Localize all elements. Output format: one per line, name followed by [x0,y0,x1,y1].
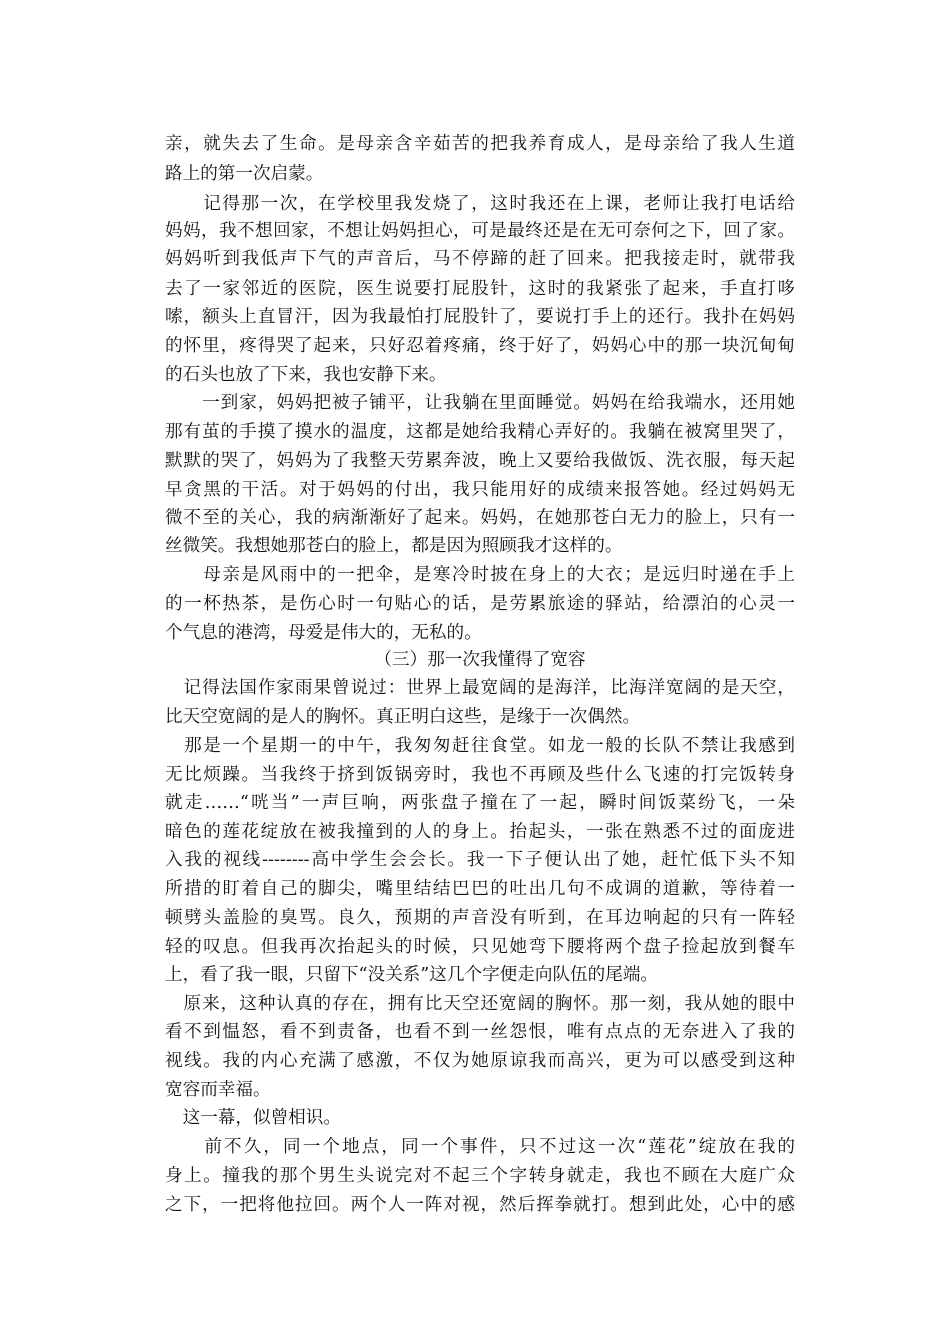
text-line: 入我的视线--------高中学生会会长。我一下子便认出了她，赶忙低下头不知 [165,850,795,870]
text-line: 亲，就失去了生命。是母亲含辛茹苦的把我养育成人，是母亲给了我人生道 [165,134,795,154]
text-line: 那有茧的手摸了摸水的温度，这都是她给我精心弄好的。我躺在被窝里哭了， [165,422,795,442]
text-line: 记得法国作家雨果曾说过：世界上最宽阔的是海洋，比海洋宽阔的是天空， [165,678,795,698]
text-line: 嗦，额头上直冒汗，因为我最怕打屁股针了，要说打手上的还行。我扑在妈妈 [165,307,795,327]
text-line: 比天空宽阔的是人的胸怀。真正明白这些，是缘于一次偶然。 [165,707,641,727]
text-line: 之下，一把将他拉回。两个人一阵对视，然后挥拳就打。想到此处，心中的感 [165,1195,795,1215]
text-line: 的一杯热茶，是伤心时一句贴心的话，是劳累旅途的驿站，给漂泊的心灵一 [165,594,795,614]
text-line: 视线。我的内心充满了感激，不仅为她原谅我而高兴，更为可以感受到这种 [165,1051,795,1071]
text-line: 无比烦躁。当我终于挤到饭锅旁时，我也不再顾及些什么飞速的打完饭转身 [165,765,795,785]
text-line: 顿劈头盖脸的臭骂。良久，预期的声音没有听到，在耳边响起的只有一阵轻 [165,908,795,928]
text-line: 妈妈听到我低声下气的声音后，马不停蹄的赶了回来。把我接走时，就带我 [165,249,795,269]
text-line: 默默的哭了，妈妈为了我整天劳累奔波，晚上又要给我做饭、洗衣服，每天起 [165,451,795,471]
text-line: 去了一家邻近的医院，医生说要打屁股针，这时的我紧张了起来，手直打哆 [165,279,795,299]
text-line: 妈妈，我不想回家，不想让妈妈担心，可是最终还是在无可奈何之下，回了家。 [165,221,795,241]
text-line: 个气息的港湾，母爱是伟大的，无私的。 [165,623,482,643]
text-line: 这一幕，似曾相识。 [165,1108,341,1128]
text-line: 轻的叹息。但我再次抬起头的时候，只见她弯下腰将两个盘子捡起放到餐车 [165,937,795,957]
text-line: 微不至的关心，我的病渐渐好了起来。妈妈，在她那苍白无力的脸上，只有一 [165,508,795,528]
text-line: 早贪黑的干活。对于妈妈的付出，我只能用好的成绩来报答她。经过妈妈无 [165,480,795,500]
text-line: 看不到愠怒，看不到责备，也看不到一丝怨恨，唯有点点的无奈进入了我的 [165,1022,795,1042]
text-line: 母亲是风雨中的一把伞，是寒冷时披在身上的大衣；是远归时递在手上 [165,565,795,585]
text-line: 一到家，妈妈把被子铺平，让我躺在里面睡觉。妈妈在给我端水，还用她 [165,393,795,413]
text-line: 所措的盯着自己的脚尖，嘴里结结巴巴的吐出几句不成调的道歉，等待着一 [165,879,795,899]
section-heading: （三）那一次我懂得了宽容 [374,650,586,670]
text-line: 前不久，同一个地点，同一个事件，只不过这一次“莲花”绽放在我的 [165,1137,795,1157]
text-line: 的怀里，疼得哭了起来，只好忍着疼痛，终于好了，妈妈心中的那一块沉甸甸 [165,336,795,356]
text-line: 上，看了我一眼，只留下“没关系”这几个字便走向队伍的尾端。 [165,965,659,985]
text-line: 暗色的莲花绽放在被我撞到的人的身上。抬起头，一张在熟悉不过的面庞进 [165,822,795,842]
text-line: 记得那一次，在学校里我发烧了，这时我还在上课，老师让我打电话给 [165,194,795,214]
text-line: 就走……“咣当”一声巨响，两张盘子撞在了一起，瞬时间饭菜纷飞，一朵 [165,793,795,813]
text-line: 的石头也放了下来，我也安静下来。 [165,365,447,385]
text-line: 原来，这种认真的存在，拥有比天空还宽阔的胸怀。那一刻，我从她的眼中 [165,994,795,1014]
text-line: 丝微笑。我想她那苍白的脸上，都是因为照顾我才这样的。 [165,536,623,556]
text-line: 路上的第一次启蒙。 [165,164,324,184]
text-line: 身上。撞我的那个男生头说完对不起三个字转身就走，我也不顾在大庭广众 [165,1166,795,1186]
text-line: 那是一个星期一的中午，我匆匆赶往食堂。如龙一般的长队不禁让我感到 [165,736,795,756]
text-line: 宽容而幸福。 [165,1080,271,1100]
